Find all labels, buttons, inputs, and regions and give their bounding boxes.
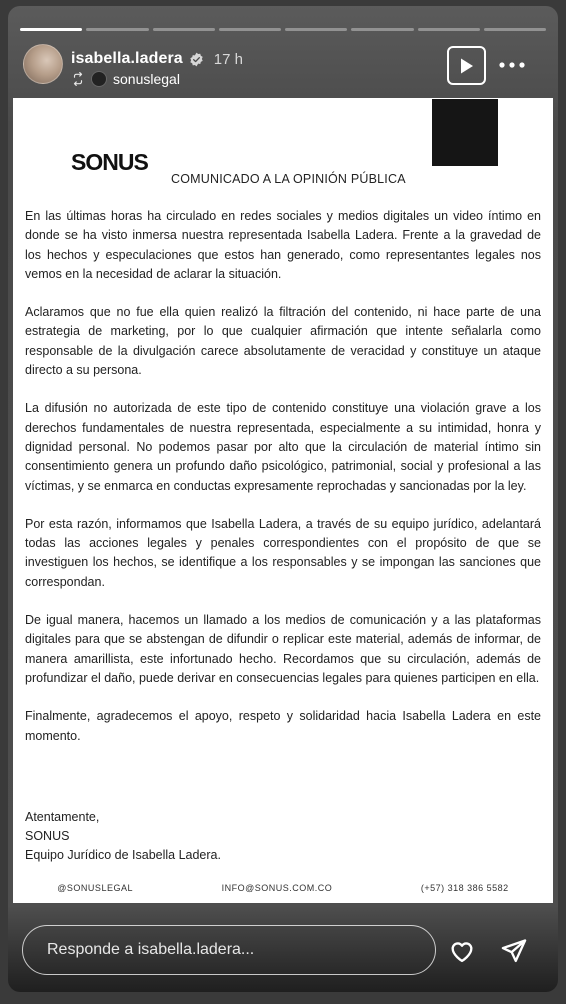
- statement-document: [13, 98, 553, 903]
- paragraph: De igual manera, hacemos un llamado a los medios de comunicación y a las plataformas digitales para que se abstengan de difundir o replicar este material, además de informar, de manera amarillista, este infortunado hecho. Recordamos que su circulación, además de profundizar el daño, puede derivar en consecuencias legales para quienes participen en ella.: [25, 613, 541, 685]
- more-options-button[interactable]: [498, 53, 526, 77]
- heart-icon[interactable]: [448, 937, 476, 965]
- play-icon: [459, 57, 475, 75]
- paragraph: Por esta razón, informamos que Isabella Ladera, a través de su equipo jurídico, adelantará todas las acciones legales y penales correspondientes con el propósito de que se investiguen los hechos, se identifique a los responsables y se impongan las sanciones que correspondan.: [25, 516, 541, 589]
- verified-badge-icon: [189, 52, 204, 67]
- repost-icon: [71, 72, 85, 86]
- paragraph: La difusión no autorizada de este tipo de contenido constituye una violación grave a los derechos fundamentales de nuestra representada, especialmente a su intimidad, honra y dignidad personal. No podemos pasar por alto que la circulación de material íntimo sin consentimiento genera un profundo daño psicológico, patrimonial, social y profesional a las víctimas, y se enmarca en conductas expresamente reprochadas y sancionadas por la ley.: [25, 401, 541, 493]
- story-progress-bar: [20, 28, 546, 31]
- reply-placeholder: Responde a isabella.ladera...: [47, 941, 255, 958]
- progress-segment: [153, 28, 215, 31]
- send-icon[interactable]: [500, 937, 528, 965]
- redacted-block: [432, 99, 498, 166]
- username[interactable]: isabella.ladera: [71, 50, 183, 67]
- play-button[interactable]: [447, 46, 486, 85]
- more-icon: [499, 62, 525, 68]
- sub-account-avatar: [91, 71, 107, 87]
- progress-segment: [285, 28, 347, 31]
- reply-input[interactable]: [22, 925, 436, 975]
- document-footer: [13, 883, 553, 893]
- paragraph: Aclaramos que no fue ella quien realizó la filtración del contenido, ni hace parte de una estrategia de marketing, por lo que cualquier afirmación que intente señalarla como responsable de la divulgación carece absolutamente de veracidad y constituye un ataque directo a su persona.: [25, 305, 541, 378]
- signature-org: SONUS: [25, 829, 70, 843]
- story-header-user: [71, 50, 243, 68]
- document-body: [25, 207, 541, 765]
- document-title: COMUNICADO A LA OPINIÓN PÚBLICA: [171, 172, 406, 186]
- paragraph: Finalmente, agradecemos el apoyo, respeto y solidaridad hacia Isabella Ladera en este momento.: [25, 709, 541, 743]
- closing: Atentamente,: [25, 810, 100, 824]
- story-header-sub: [71, 71, 180, 87]
- progress-segment: [20, 28, 82, 31]
- post-time: 17 h: [213, 50, 243, 68]
- progress-segment: [86, 28, 148, 31]
- progress-segment: [351, 28, 413, 31]
- progress-segment: [484, 28, 546, 31]
- sonus-logo: SONUS: [71, 149, 148, 175]
- footer-social: @SONUSLEGAL: [57, 883, 133, 893]
- sub-account-name[interactable]: sonuslegal: [113, 71, 180, 87]
- footer-email: INFO@SONUS.COM.CO: [221, 883, 333, 893]
- progress-segment: [219, 28, 281, 31]
- paragraph: En las últimas horas ha circulado en redes sociales y medios digitales un video íntimo en donde se ha visto inmersa nuestra representada Isabella Ladera. Frente a la gravedad de los hechos y especulaciones que estos han generado, como representantes legales nos vemos en la necesidad de aclarar la situación.: [25, 209, 541, 281]
- story-viewer: [8, 6, 558, 992]
- progress-segment: [418, 28, 480, 31]
- avatar[interactable]: [23, 44, 63, 84]
- signature-block: [25, 808, 221, 865]
- signature-team: Equipo Jurídico de Isabella Ladera.: [25, 848, 221, 862]
- footer-phone: (+57) 318 386 5582: [420, 883, 509, 893]
